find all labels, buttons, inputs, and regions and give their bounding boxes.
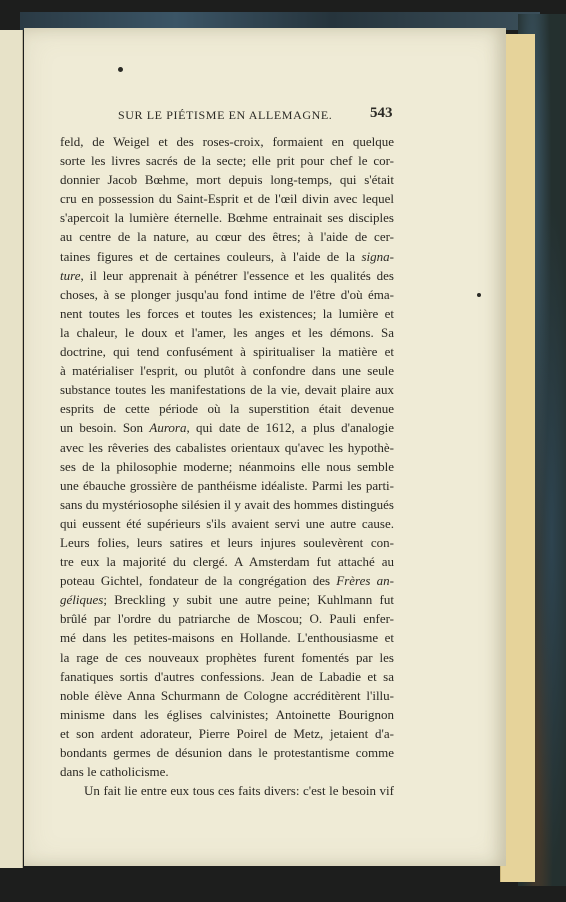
text-line: qui eussent été supérieurs s'ils avaient servi une autre cause. xyxy=(60,515,394,531)
text-line: bondants germes de désunion dans le protestantisme comme xyxy=(60,745,394,760)
text-line: ses de la philosophie moderne; néanmoins elle nous semble xyxy=(60,458,394,474)
text-line: ture, il leur apprenait à pénétrer l'essence et les qualités des xyxy=(60,267,394,283)
text-line: brûlé par l'ordre du patriarche de Moscou; O. Pauli enfer- xyxy=(60,611,394,627)
running-header xyxy=(58,105,398,125)
body-text xyxy=(60,132,394,800)
text-line: fanatiques sortis d'autres confessions. Jean de Labadie et sa xyxy=(60,668,394,684)
text-line: doctrine, qui tend confusément à spiritualiser la matière et xyxy=(60,344,394,360)
text-line: dans le catholicisme. xyxy=(60,764,169,780)
text-line: Leurs folies, leurs satires et leurs injures soulevèrent con- xyxy=(60,534,394,550)
text-line: noble élève Anna Schurmann de Cologne accréditèrent l'illu- xyxy=(60,687,394,703)
ink-spot xyxy=(118,67,123,72)
text-line: s'apercoit la lumière éternelle. Bœhme entrainait ses disciples xyxy=(60,210,394,226)
text-line: sorte les livres sacrés de la secte; elle prit pour chef le cor- xyxy=(60,153,394,169)
page-number: 543 xyxy=(370,105,393,121)
text-line: choses, à se plonger jusqu'au fond intime de l'être d'où éma- xyxy=(60,286,394,302)
text-line: donnier Jacob Bœhme, mort depuis long-temps, qui s'était xyxy=(60,172,394,188)
text-line: poteau Gichtel, fondateur de la congrégation des Frères an- xyxy=(60,573,394,589)
text-line: mé dans les petites-maisons en Hollande. L'enthousiasme et xyxy=(60,630,394,646)
facing-page-edge xyxy=(0,30,23,868)
text-line: sans du mystériosophe silésien il y avait des hommes distingués xyxy=(60,496,394,512)
text-line: nent toutes les forces et toutes les existences; la lumière et xyxy=(60,305,394,321)
text-line: une ébauche grossière de panthéisme idéaliste. Parmi les parti- xyxy=(60,477,394,493)
text-line: la chaleur, le doux et l'amer, les anges et les démons. Sa xyxy=(60,324,394,340)
text-line: esprits de cette période où la superstition était devenue xyxy=(60,401,394,417)
text-line: au centre de la nature, au cœur des êtres; à l'aide de cer- xyxy=(60,229,394,245)
ink-spot xyxy=(477,293,481,297)
text-line: à matérialiser l'esprit, ou plutôt à confondre dans une seule xyxy=(60,363,394,379)
text-line: la rage de ces nouveaux prophètes furent fomentés par les xyxy=(60,649,394,665)
text-line: géliques; Breckling y subit une autre peine; Kuhlmann fut xyxy=(60,592,394,608)
text-line: substance toutes les manifestations de la vie, devait plaire aux xyxy=(60,382,394,398)
text-line: cru en possession du Saint-Esprit et de l'œil divin avec lequel xyxy=(60,191,394,207)
text-line: et son ardent adorateur, Pierre Poirel de Metz, jetaient d'a- xyxy=(60,725,394,741)
text-line: taines figures et de certaines couleurs, à l'aide de la signa- xyxy=(60,248,394,264)
text-line: feld, de Weigel et des roses-croix, formaient en quelque xyxy=(60,134,394,149)
text-line: Un fait lie entre eux tous ces faits divers: c'est le besoin vif xyxy=(84,783,394,799)
text-line: avec les rêveries des cabalistes orientaux qu'avec les hypothè- xyxy=(60,439,394,455)
running-title: SUR LE PIÉTISME EN ALLEMAGNE. xyxy=(118,108,333,122)
text-line: tre eux la majorité du clergé. A Amsterdam fut attaché au xyxy=(60,554,394,570)
text-line: un besoin. Son Aurora, qui date de 1612, a plus d'analogie xyxy=(60,420,395,436)
text-line: minisme dans les églises calvinistes; Antoinette Bourignon xyxy=(60,706,394,722)
